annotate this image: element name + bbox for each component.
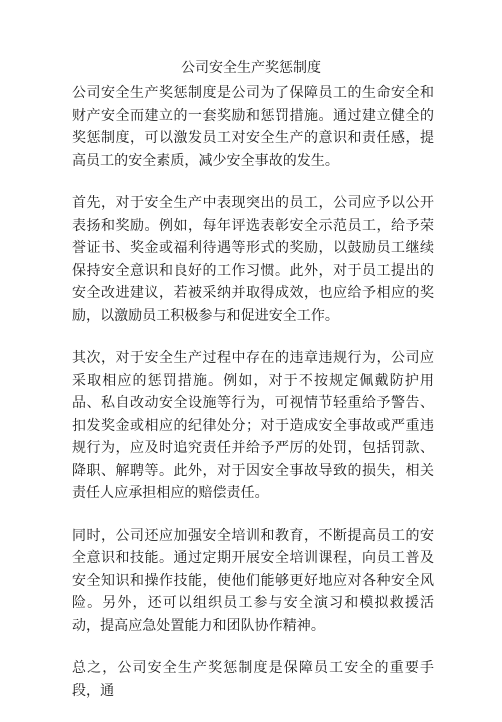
- document-title: 公司安全生产奖惩制度: [181, 60, 321, 76]
- paragraph-conclusion: 总之，公司安全生产奖惩制度是保障员工安全的重要手段，通: [72, 660, 434, 699]
- paragraph-training: 同时，公司还应加强安全培训和教育，不断提高员工的安全意识和技能。通过定期开展安全培训课程，向员工普及安全知识和操作技能，使他们能够更好地应对各种安全风险。另外，还可以组织员工参与安全演习和模拟救援活动，提高应急处置能力和团队协作精神。: [72, 527, 434, 634]
- document-body: [72, 82, 434, 722]
- paragraph-rewards: 首先，对于安全生产中表现突出的员工，公司应予以公开表扬和奖励。例如，每年评选表彰安全示范员工，给予荣誉证书、奖金或福利待遇等形式的奖励，以鼓励员工继续保持安全意识和良好的工作习惯。此外，对于员工提出的安全改进建议，若被采纳并取得成效，也应给予相应的奖励，以激励员工积极参与和促进安全工作。: [72, 195, 434, 324]
- paragraph-intro: 公司安全生产奖惩制度是公司为了保障员工的生命安全和财产安全而建立的一套奖励和惩罚措施。通过建立健全的奖惩制度，可以激发员工对安全生产的意识和责任感，提高员工的安全素质，减少安全事故的发生。: [72, 85, 434, 169]
- paragraph-penalties: 其次，对于安全生产过程中存在的违章违规行为，公司应采取相应的惩罚措施。例如，对于不按规定佩戴防护用品、私自改动安全设施等行为，可视情节轻重给予警告、扣发奖金或相应的纪律处分；对于造成安全事故或严重违规行为，应及时追究责任并给予严厉的处罚，包括罚款、降职、解聘等。此外，对于因安全事故导致的损失，相关责任人应承担相应的赔偿责任。: [72, 350, 434, 501]
